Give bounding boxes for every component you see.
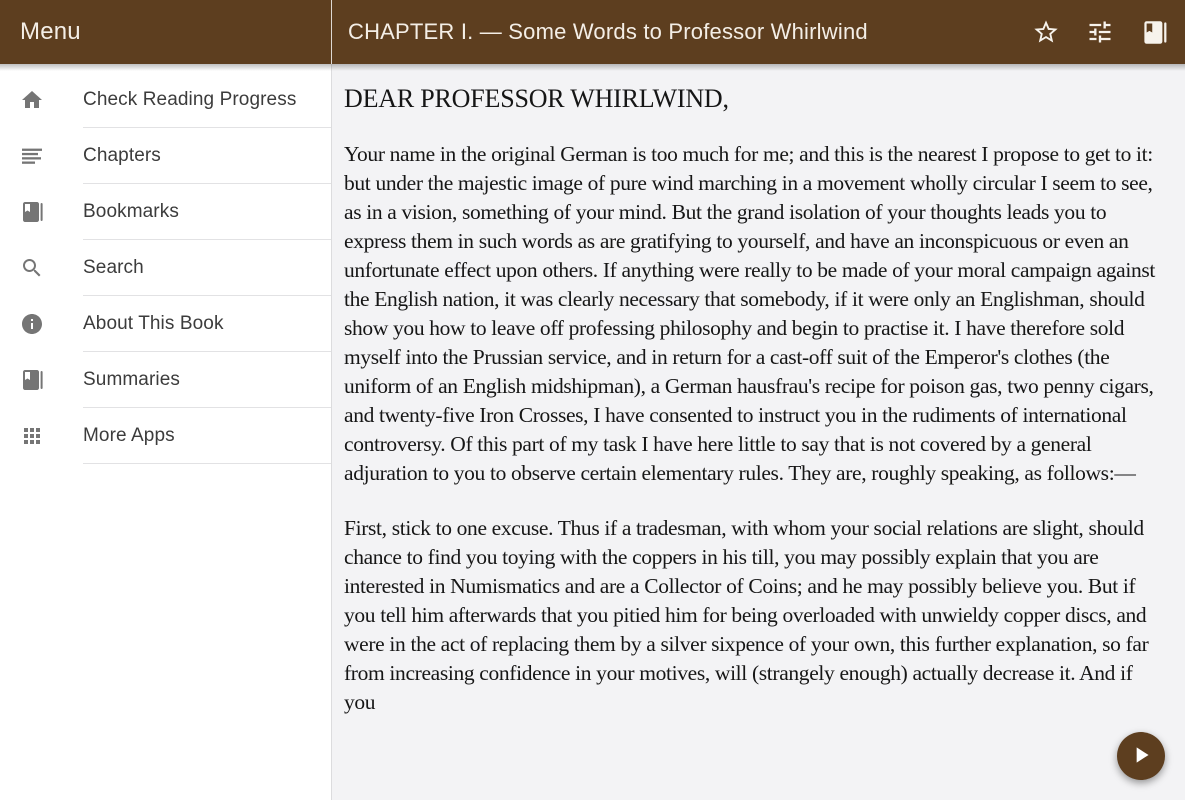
star-outline-icon bbox=[1032, 18, 1060, 46]
sidebar-item-about-this-book[interactable] bbox=[0, 296, 331, 352]
chapter-title: CHAPTER I. — Some Words to Professor Whirlwind bbox=[348, 19, 868, 44]
sidebar-item-bookmarks[interactable] bbox=[0, 184, 331, 240]
home-icon bbox=[20, 88, 44, 112]
apps-grid-icon bbox=[20, 424, 44, 448]
sidebar-item-chapters[interactable] bbox=[0, 128, 331, 184]
info-icon bbox=[20, 312, 44, 336]
sidebar-item-more-apps[interactable] bbox=[0, 408, 331, 464]
body-row bbox=[0, 64, 1185, 800]
book-icon bbox=[20, 200, 44, 224]
sidebar-item-label: Search bbox=[83, 257, 144, 278]
sidebar-item-label: About This Book bbox=[83, 313, 224, 334]
chapter-salutation: DEAR PROFESSOR WHIRLWIND, bbox=[344, 84, 729, 113]
menu-header bbox=[0, 0, 332, 64]
content-header bbox=[332, 0, 1185, 64]
sidebar-item-label: Chapters bbox=[83, 145, 161, 166]
header-actions bbox=[1031, 17, 1169, 47]
menu-title: Menu bbox=[20, 18, 81, 45]
top-bar bbox=[0, 0, 1185, 64]
sidebar-item-label: Check Reading Progress bbox=[83, 89, 297, 110]
chapter-paragraph: First, stick to one excuse. Thus if a tradesman, with whom your social relations are slight, should chance to find you toying with the coppers in his till, you may possibly explain that you are interested in Numismatics and are a Collector of Coins; and he may possibly believe you. But if you tell him afterwards that you pitied him for being overloaded with unwieldy copper discs, and were in the act of replacing them by a silver sixpence of your own, this further explanation, so far from increasing confidence in your motives, will (strangely enough) actually decrease it. And if you bbox=[344, 516, 1149, 714]
search-icon bbox=[20, 256, 44, 280]
display-settings-button[interactable] bbox=[1085, 17, 1115, 47]
reading-pane[interactable] bbox=[332, 64, 1185, 800]
list-lines-icon bbox=[20, 144, 44, 168]
play-icon bbox=[1128, 742, 1154, 771]
next-page-fab[interactable] bbox=[1117, 732, 1165, 780]
sidebar-item-check-reading-progress[interactable] bbox=[0, 72, 331, 128]
sidebar-item-summaries[interactable] bbox=[0, 352, 331, 408]
book-icon bbox=[20, 368, 44, 392]
sidebar-item-label: Bookmarks bbox=[83, 201, 179, 222]
tune-sliders-icon bbox=[1086, 18, 1114, 46]
sidebar-menu bbox=[0, 64, 332, 800]
sidebar-item-label: Summaries bbox=[83, 369, 180, 390]
sidebar-item-label: More Apps bbox=[83, 425, 175, 446]
chapter-paragraph: Your name in the original German is too much for me; and this is the nearest I propose to get to it: but under the majestic image of pure wind marching in a movement wholly circular I seem to see, as in a vision, something of your mind. But the grand isolation of your thoughts leads you to express them in such words as are gratifying to yourself, and have an inconspicuous or even an unfortunate effect upon others. If anything were really to be made of your moral campaign against the English nation, it was clearly necessary that somebody, if it were only an Englishman, should show you how to leave off professing philosophy and begin to practise it. I have therefore sold myself into the Prussian service, and in return for a cast-off suit of the Emperor's clothes (the uniform of an English midshipman), a German hausfrau's recipe for poison gas, two penny cigars, and twenty-five Iron Crosses, I have consented to instruct you in the rudiments of international controversy. Of this part of my task I have here little to say that is not covered by a general adjuration to you to observe certain elementary rules. They are, roughly speaking, as follows:— bbox=[344, 142, 1156, 485]
favorite-button[interactable] bbox=[1031, 17, 1061, 47]
bookmark-page-button[interactable] bbox=[1139, 17, 1169, 47]
book-icon bbox=[1141, 19, 1168, 46]
sidebar-item-search[interactable] bbox=[0, 240, 331, 296]
